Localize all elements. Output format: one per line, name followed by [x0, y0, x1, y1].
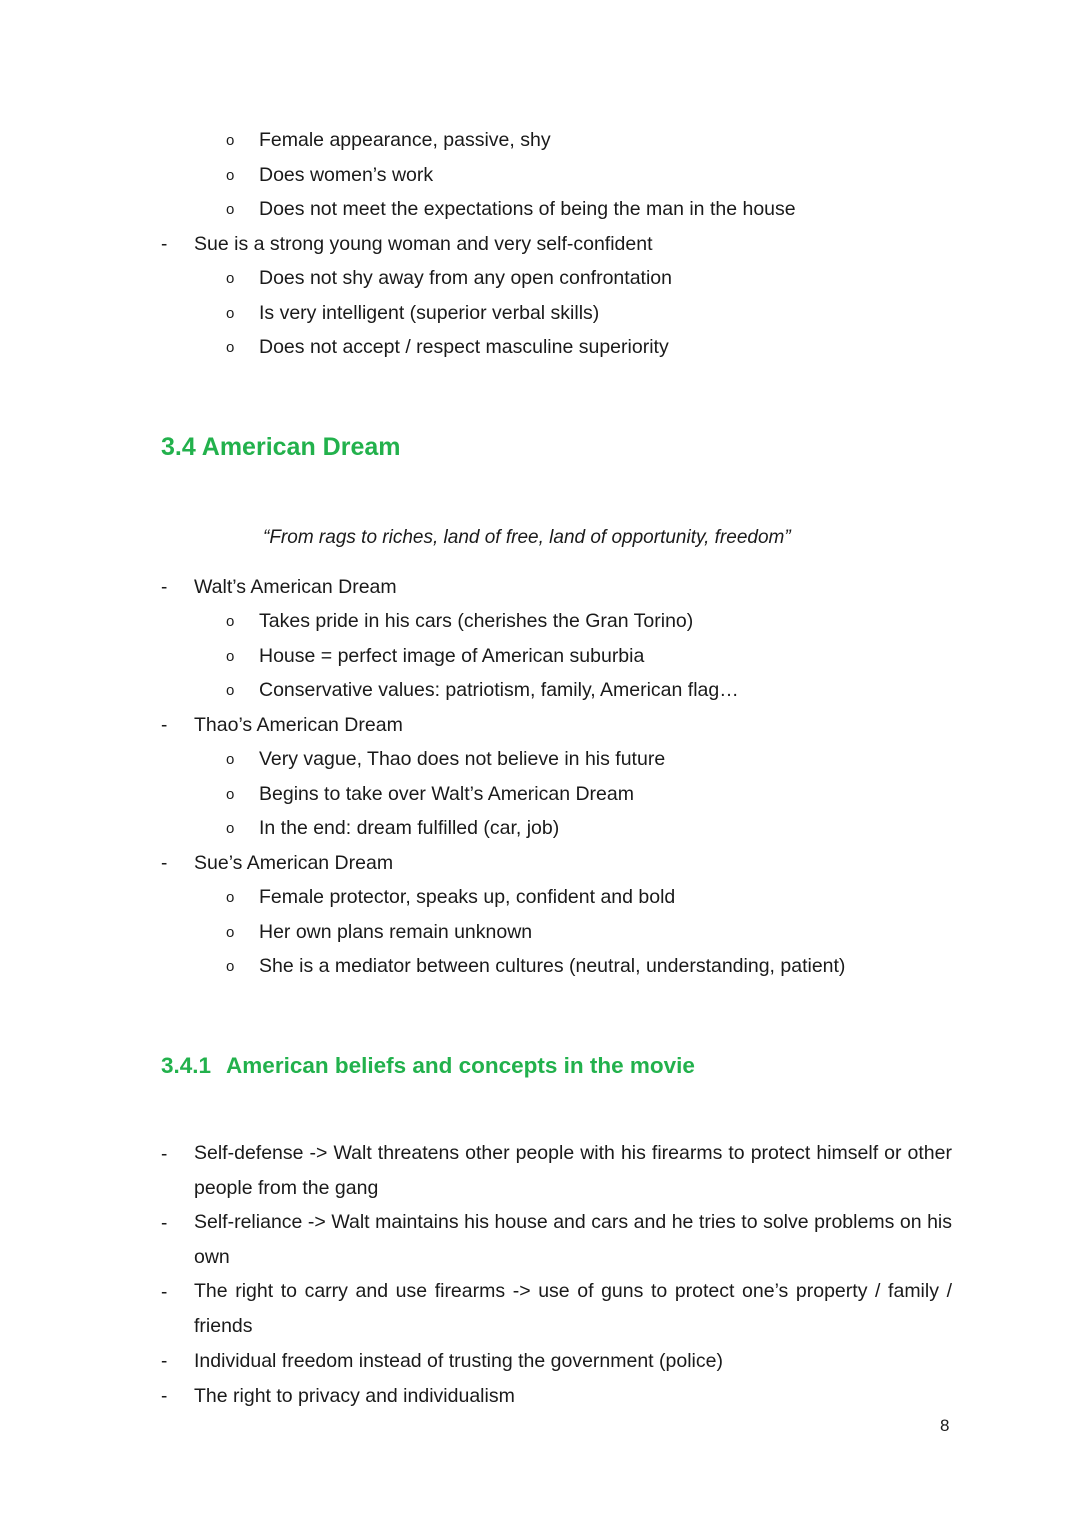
- list-subitem: Very vague, Thao does not believe in his future: [259, 748, 666, 770]
- bullet-marker: o: [226, 270, 235, 287]
- bullet-marker: o: [226, 958, 235, 975]
- bullet-marker: o: [226, 201, 235, 218]
- list-subitem: Is very intelligent (superior verbal skills): [259, 302, 600, 324]
- list-subitem: Female appearance, passive, shy: [259, 129, 551, 151]
- bullet-marker: o: [226, 924, 235, 941]
- subsection-heading: [161, 1053, 695, 1079]
- bullet-marker: o: [226, 648, 235, 665]
- list-item: Self-defense -> Walt threatens other people with his firearms to protect himself or other people from the gang: [194, 1142, 952, 1199]
- list-subitem: In the end: dream fulfilled (car, job): [259, 817, 560, 839]
- bullet-marker: o: [226, 751, 235, 768]
- dash-marker: -: [161, 1213, 168, 1234]
- list-item: Self-reliance -> Walt maintains his house and cars and he tries to solve problems on his own: [194, 1211, 952, 1268]
- section-quote: “From rags to riches, land of free, land of opportunity, freedom”: [263, 527, 791, 548]
- list-subitem: Does women’s work: [259, 164, 434, 186]
- list-subitem: Does not accept / respect masculine superiority: [259, 336, 669, 358]
- list-subitem: Female protector, speaks up, confident and bold: [259, 886, 676, 908]
- dash-marker: -: [161, 577, 168, 598]
- list-subitem: Her own plans remain unknown: [259, 921, 533, 943]
- list-item: Individual freedom instead of trusting the government (police): [194, 1350, 723, 1372]
- page-number: 8: [940, 1416, 950, 1435]
- bullet-marker: o: [226, 132, 235, 149]
- bullet-marker: o: [226, 167, 235, 184]
- bullet-marker: o: [226, 305, 235, 322]
- list-subitem: Begins to take over Walt’s American Dream: [259, 783, 634, 805]
- subsection-number: 3.4.1: [161, 1053, 212, 1078]
- list-item: The right to carry and use firearms -> use of guns to protect one’s property / family / friends: [194, 1280, 952, 1337]
- list-subitem: Takes pride in his cars (cherishes the Gran Torino): [259, 610, 694, 632]
- list-subitem: Conservative values: patriotism, family, American flag…: [259, 679, 739, 701]
- list-item: The right to privacy and individualism: [194, 1385, 515, 1407]
- list-subitem: She is a mediator between cultures (neutral, understanding, patient): [259, 955, 846, 977]
- bullet-marker: o: [226, 889, 235, 906]
- bullet-marker: o: [226, 339, 235, 356]
- dash-marker: -: [161, 1351, 168, 1372]
- dash-marker: -: [161, 234, 168, 255]
- list-subitem: Does not meet the expectations of being the man in the house: [259, 198, 796, 220]
- list-item: Sue is a strong young woman and very self-confident: [194, 233, 653, 255]
- dash-marker: -: [161, 1282, 168, 1303]
- bullet-marker: o: [226, 820, 235, 837]
- list-item: Walt’s American Dream: [194, 576, 397, 598]
- list-subitem: Does not shy away from any open confrontation: [259, 267, 672, 289]
- bullet-marker: o: [226, 682, 235, 699]
- list-item: Thao’s American Dream: [194, 714, 403, 736]
- list-item: Sue’s American Dream: [194, 852, 394, 874]
- bullet-marker: o: [226, 613, 235, 630]
- dash-marker: -: [161, 715, 168, 736]
- subsection-title: American beliefs and concepts in the movie: [226, 1053, 695, 1078]
- list-subitem: House = perfect image of American suburbia: [259, 645, 645, 667]
- dash-marker: -: [161, 1386, 168, 1407]
- dash-marker: -: [161, 853, 168, 874]
- bullet-marker: o: [226, 786, 235, 803]
- section-heading: 3.4 American Dream: [161, 433, 401, 461]
- dash-marker: -: [161, 1144, 168, 1165]
